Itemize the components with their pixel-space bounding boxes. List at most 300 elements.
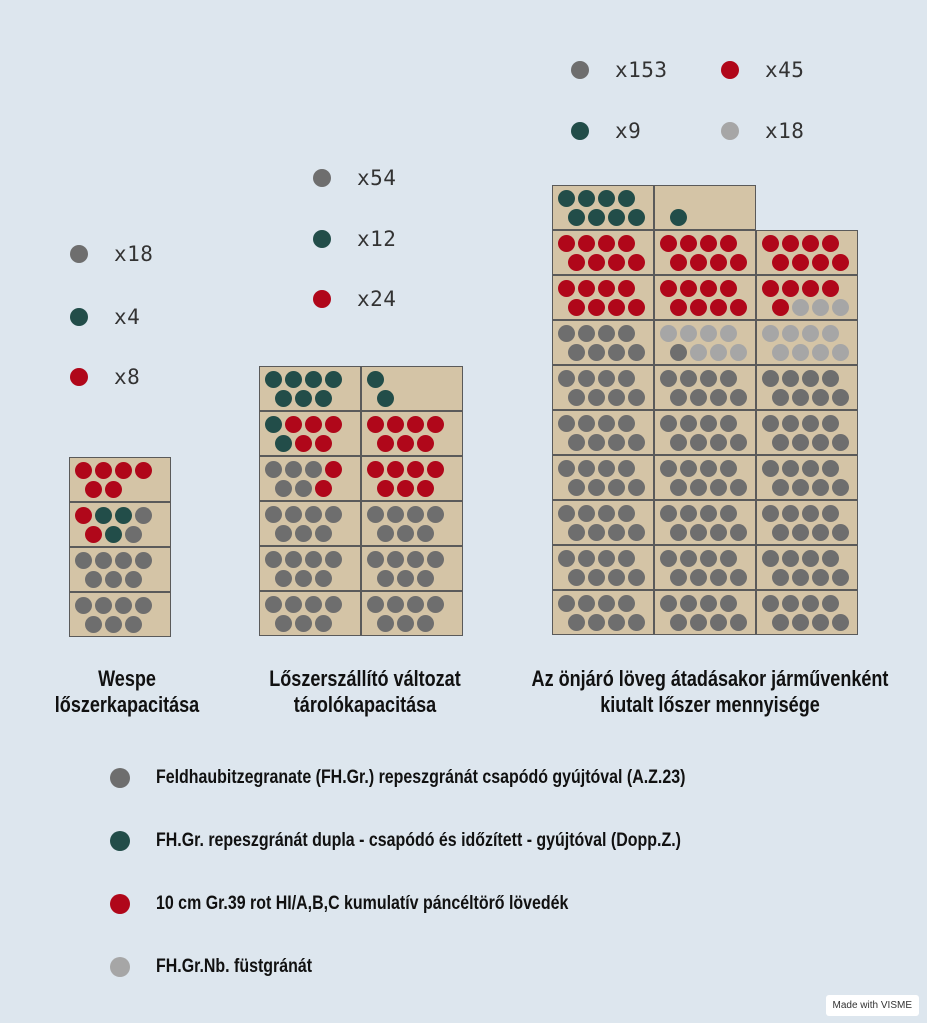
he-shell — [670, 479, 687, 496]
he-shell — [762, 370, 779, 387]
he-shell — [822, 370, 839, 387]
he-shell — [75, 552, 92, 569]
he-shell — [578, 550, 595, 567]
dopp-shell — [618, 190, 635, 207]
he-shell — [680, 460, 697, 477]
he-shell — [608, 524, 625, 541]
he-shell — [772, 614, 789, 631]
he-shell — [762, 595, 779, 612]
he-shell — [598, 415, 615, 432]
he-shell — [690, 524, 707, 541]
heat-shell — [377, 435, 394, 452]
heat-shell — [700, 235, 717, 252]
he-shell — [397, 570, 414, 587]
carrier-caption — [250, 666, 480, 718]
he-shell — [670, 569, 687, 586]
he-shell — [325, 596, 342, 613]
smoke-shell — [792, 344, 809, 361]
he-shell — [265, 551, 282, 568]
ammo-crate — [552, 410, 654, 455]
smoke-shell — [690, 344, 707, 361]
he-shell — [135, 507, 152, 524]
smoke-shell — [660, 325, 677, 342]
he-shell — [427, 551, 444, 568]
heat-shell — [710, 254, 727, 271]
he-shell — [782, 550, 799, 567]
he-shell — [802, 595, 819, 612]
dopp-shell — [588, 209, 605, 226]
dopp-shell — [105, 526, 122, 543]
caption-line: kiutalt lőszer mennyisége — [600, 692, 820, 717]
he-shell — [568, 524, 585, 541]
smoke-shell — [680, 325, 697, 342]
he-shell — [670, 614, 687, 631]
count-wespe-heat — [70, 365, 140, 389]
he-shell — [720, 370, 737, 387]
ammo-crate — [654, 545, 756, 590]
ammo-crate — [552, 590, 654, 635]
ammo-crate — [69, 457, 171, 502]
count-text: x9 — [615, 119, 642, 143]
dopp-shell — [265, 416, 282, 433]
he-shell — [772, 389, 789, 406]
he-shell — [832, 614, 849, 631]
he-shell — [305, 506, 322, 523]
heat-shell — [822, 280, 839, 297]
dopp-shell — [275, 435, 292, 452]
ammo-crate — [552, 275, 654, 320]
ammo-crate — [654, 455, 756, 500]
he-shell — [710, 434, 727, 451]
he-shell — [558, 370, 575, 387]
he-shell — [275, 525, 292, 542]
he-shell — [660, 370, 677, 387]
ammo-crate — [756, 590, 858, 635]
heat-shell — [762, 280, 779, 297]
he-shell — [295, 615, 312, 632]
he-shell — [822, 415, 839, 432]
he-shell-icon — [70, 245, 88, 263]
heat-shell — [598, 280, 615, 297]
he-shell — [710, 614, 727, 631]
he-shell — [628, 434, 645, 451]
he-shell — [822, 550, 839, 567]
count-issued-dopp — [571, 119, 641, 143]
legend-label: Feldhaubitzegranate (FH.Gr.) repeszgránát csapódó gyújtóval (A.Z.23) — [156, 767, 686, 788]
he-shell — [730, 569, 747, 586]
he-shell — [598, 550, 615, 567]
he-shell — [690, 434, 707, 451]
heat-shell — [377, 480, 394, 497]
count-text: x18 — [114, 242, 154, 266]
heat-shell — [75, 462, 92, 479]
he-shell — [680, 550, 697, 567]
he-shell — [802, 505, 819, 522]
count-text: x18 — [765, 119, 805, 143]
he-shell — [792, 524, 809, 541]
he-shell — [397, 525, 414, 542]
he-shell — [608, 569, 625, 586]
he-shell — [670, 434, 687, 451]
he-shell — [427, 506, 444, 523]
he-shell — [730, 524, 747, 541]
count-issued-smoke — [721, 119, 804, 143]
count-carrier-he — [313, 166, 396, 190]
he-shell — [812, 389, 829, 406]
heat-shell — [608, 299, 625, 316]
ammo-crate — [756, 365, 858, 410]
he-shell — [305, 461, 322, 478]
he-shell — [125, 571, 142, 588]
ammo-crate — [756, 545, 858, 590]
he-shell-icon — [313, 169, 331, 187]
smoke-shell-icon — [110, 957, 130, 977]
he-shell — [417, 570, 434, 587]
he-shell — [608, 614, 625, 631]
smoke-shell — [762, 325, 779, 342]
he-shell — [628, 479, 645, 496]
ammo-crate — [552, 320, 654, 365]
ammo-crate — [361, 501, 463, 546]
heat-shell — [95, 462, 112, 479]
he-shell — [812, 479, 829, 496]
he-shell — [598, 325, 615, 342]
smoke-shell-icon — [721, 122, 739, 140]
he-shell — [700, 595, 717, 612]
ammo-crate — [259, 501, 361, 546]
he-shell — [568, 569, 585, 586]
heat-shell — [690, 254, 707, 271]
heat-shell — [690, 299, 707, 316]
heat-shell — [578, 280, 595, 297]
visme-watermark-badge[interactable]: Made with VISME — [826, 995, 919, 1016]
heat-shell — [115, 462, 132, 479]
he-shell — [407, 596, 424, 613]
he-shell-icon — [110, 768, 130, 788]
he-shell — [792, 569, 809, 586]
ammo-crate — [654, 500, 756, 545]
he-shell — [135, 552, 152, 569]
ammo-crate — [361, 411, 463, 456]
he-shell — [588, 614, 605, 631]
heat-shell — [802, 280, 819, 297]
count-text: x8 — [114, 365, 141, 389]
he-shell — [598, 505, 615, 522]
ammo-crate — [361, 456, 463, 501]
heat-shell — [315, 435, 332, 452]
dopp-shell-icon — [70, 308, 88, 326]
heat-shell — [417, 435, 434, 452]
ammo-crate — [654, 320, 756, 365]
he-shell — [628, 569, 645, 586]
he-shell — [578, 415, 595, 432]
ammo-crate — [361, 546, 463, 591]
heat-shell — [782, 280, 799, 297]
he-shell — [325, 506, 342, 523]
smoke-shell — [832, 344, 849, 361]
he-shell — [578, 595, 595, 612]
he-shell — [710, 569, 727, 586]
ammo-crate — [756, 320, 858, 365]
he-shell — [588, 569, 605, 586]
dopp-shell — [115, 507, 132, 524]
he-shell — [417, 615, 434, 632]
he-shell — [670, 344, 687, 361]
he-shell — [315, 570, 332, 587]
heat-shell — [387, 461, 404, 478]
heat-shell — [397, 435, 414, 452]
he-shell — [680, 505, 697, 522]
he-shell — [578, 505, 595, 522]
he-shell — [680, 595, 697, 612]
dopp-shell-icon — [110, 831, 130, 851]
he-shell — [772, 434, 789, 451]
ammo-crate — [552, 365, 654, 410]
he-shell — [325, 551, 342, 568]
smoke-shell — [812, 344, 829, 361]
ammo-crate — [259, 366, 361, 411]
he-shell — [558, 595, 575, 612]
heat-shell — [618, 280, 635, 297]
he-shell — [670, 524, 687, 541]
ammo-crate — [259, 591, 361, 636]
he-shell — [802, 550, 819, 567]
heat-shell — [367, 461, 384, 478]
heat-shell — [75, 507, 92, 524]
heat-shell — [812, 254, 829, 271]
he-shell — [618, 370, 635, 387]
count-text: x45 — [765, 58, 805, 82]
caption-line: Lőszerszállító változat — [269, 666, 461, 691]
he-shell — [315, 615, 332, 632]
heat-shell — [417, 480, 434, 497]
he-shell — [762, 460, 779, 477]
he-shell — [618, 550, 635, 567]
legend-item-heat — [110, 892, 569, 916]
he-shell — [832, 389, 849, 406]
he-shell — [275, 615, 292, 632]
he-shell — [690, 389, 707, 406]
ammo-crate — [654, 365, 756, 410]
he-shell — [578, 460, 595, 477]
dopp-shell — [578, 190, 595, 207]
ammo-crate — [756, 410, 858, 455]
he-shell — [275, 480, 292, 497]
dopp-shell — [367, 371, 384, 388]
legend-item-he — [110, 766, 686, 790]
heat-shell — [598, 235, 615, 252]
ammo-crate — [69, 547, 171, 592]
smoke-shell — [772, 344, 789, 361]
he-shell — [265, 506, 282, 523]
he-shell — [135, 597, 152, 614]
heat-shell — [762, 235, 779, 252]
ammo-crate — [654, 410, 756, 455]
legend-label: FH.Gr. repeszgránát dupla - csapódó és időzített - gyújtóval (Dopp.Z.) — [156, 830, 681, 851]
heat-shell — [325, 461, 342, 478]
he-shell-icon — [571, 61, 589, 79]
heat-shell — [85, 526, 102, 543]
he-shell — [832, 434, 849, 451]
ammo-crate — [756, 230, 858, 275]
he-shell — [762, 415, 779, 432]
he-shell — [578, 325, 595, 342]
heat-shell-icon — [313, 290, 331, 308]
heat-shell — [832, 254, 849, 271]
he-shell — [660, 505, 677, 522]
he-shell — [700, 550, 717, 567]
he-shell — [720, 595, 737, 612]
he-shell — [588, 479, 605, 496]
he-shell — [75, 597, 92, 614]
he-shell — [568, 614, 585, 631]
smoke-shell — [720, 325, 737, 342]
heat-shell — [285, 416, 302, 433]
he-shell — [628, 614, 645, 631]
heat-shell — [588, 254, 605, 271]
he-shell — [598, 595, 615, 612]
he-shell — [115, 552, 132, 569]
he-shell — [95, 552, 112, 569]
heat-shell — [660, 235, 677, 252]
heat-shell — [558, 280, 575, 297]
he-shell — [125, 616, 142, 633]
he-shell — [367, 506, 384, 523]
he-shell — [690, 479, 707, 496]
ammo-crate — [756, 500, 858, 545]
count-text: x24 — [357, 287, 397, 311]
heat-shell — [568, 299, 585, 316]
he-shell — [812, 614, 829, 631]
he-shell — [598, 370, 615, 387]
heat-shell — [710, 299, 727, 316]
he-shell — [105, 571, 122, 588]
count-wespe-dopp — [70, 305, 140, 329]
heat-shell — [315, 480, 332, 497]
he-shell — [618, 505, 635, 522]
he-shell — [588, 344, 605, 361]
smoke-shell — [832, 299, 849, 316]
dopp-shell — [670, 209, 687, 226]
heat-shell — [700, 280, 717, 297]
he-shell — [832, 524, 849, 541]
he-shell — [618, 325, 635, 342]
he-shell — [295, 570, 312, 587]
he-shell — [822, 505, 839, 522]
he-shell — [772, 479, 789, 496]
he-shell — [710, 389, 727, 406]
legend-item-dopp — [110, 829, 681, 853]
wespe-caption — [29, 666, 226, 718]
he-shell — [802, 460, 819, 477]
he-shell — [618, 595, 635, 612]
ammo-crate — [552, 545, 654, 590]
heat-shell — [387, 416, 404, 433]
ammo-crate — [654, 590, 756, 635]
heat-shell — [618, 235, 635, 252]
he-shell — [387, 596, 404, 613]
he-shell — [792, 434, 809, 451]
dopp-shell-icon — [313, 230, 331, 248]
he-shell — [660, 595, 677, 612]
he-shell — [568, 344, 585, 361]
he-shell — [700, 370, 717, 387]
he-shell — [377, 525, 394, 542]
dopp-shell — [305, 371, 322, 388]
smoke-shell — [822, 325, 839, 342]
he-shell — [305, 596, 322, 613]
heat-shell — [720, 235, 737, 252]
he-shell — [832, 479, 849, 496]
dopp-shell — [568, 209, 585, 226]
heat-shell — [680, 235, 697, 252]
heat-shell — [822, 235, 839, 252]
smoke-shell — [730, 344, 747, 361]
heat-shell — [397, 480, 414, 497]
he-shell — [85, 616, 102, 633]
he-shell — [588, 524, 605, 541]
heat-shell — [558, 235, 575, 252]
he-shell — [608, 389, 625, 406]
he-shell — [762, 550, 779, 567]
heat-shell — [802, 235, 819, 252]
he-shell — [700, 460, 717, 477]
smoke-shell — [782, 325, 799, 342]
he-shell — [720, 460, 737, 477]
he-shell — [275, 570, 292, 587]
he-shell — [367, 596, 384, 613]
he-shell — [720, 505, 737, 522]
he-shell — [305, 551, 322, 568]
he-shell — [628, 389, 645, 406]
he-shell — [105, 616, 122, 633]
ammo-crate — [552, 230, 654, 275]
heat-shell — [305, 416, 322, 433]
smoke-shell — [802, 325, 819, 342]
issued-caption — [513, 666, 907, 718]
he-shell — [782, 415, 799, 432]
he-shell — [367, 551, 384, 568]
ammo-crate — [654, 185, 756, 230]
he-shell — [568, 434, 585, 451]
count-text: x12 — [357, 227, 397, 251]
he-shell — [407, 551, 424, 568]
he-shell — [628, 524, 645, 541]
he-shell — [720, 415, 737, 432]
smoke-shell — [812, 299, 829, 316]
ammo-crate — [69, 502, 171, 547]
he-shell — [558, 460, 575, 477]
he-shell — [377, 570, 394, 587]
he-shell — [608, 479, 625, 496]
dopp-shell — [377, 390, 394, 407]
he-shell — [377, 615, 394, 632]
ammo-crate — [69, 592, 171, 637]
ammo-crate — [361, 591, 463, 636]
heat-shell — [135, 462, 152, 479]
caption-line: lőszerkapacitása — [54, 692, 200, 717]
dopp-shell — [608, 209, 625, 226]
he-shell — [802, 370, 819, 387]
he-shell — [680, 415, 697, 432]
he-shell — [125, 526, 142, 543]
dopp-shell — [285, 371, 302, 388]
heat-shell — [772, 254, 789, 271]
ammo-crate — [552, 455, 654, 500]
he-shell — [608, 434, 625, 451]
he-shell — [568, 479, 585, 496]
count-text: x153 — [615, 58, 668, 82]
